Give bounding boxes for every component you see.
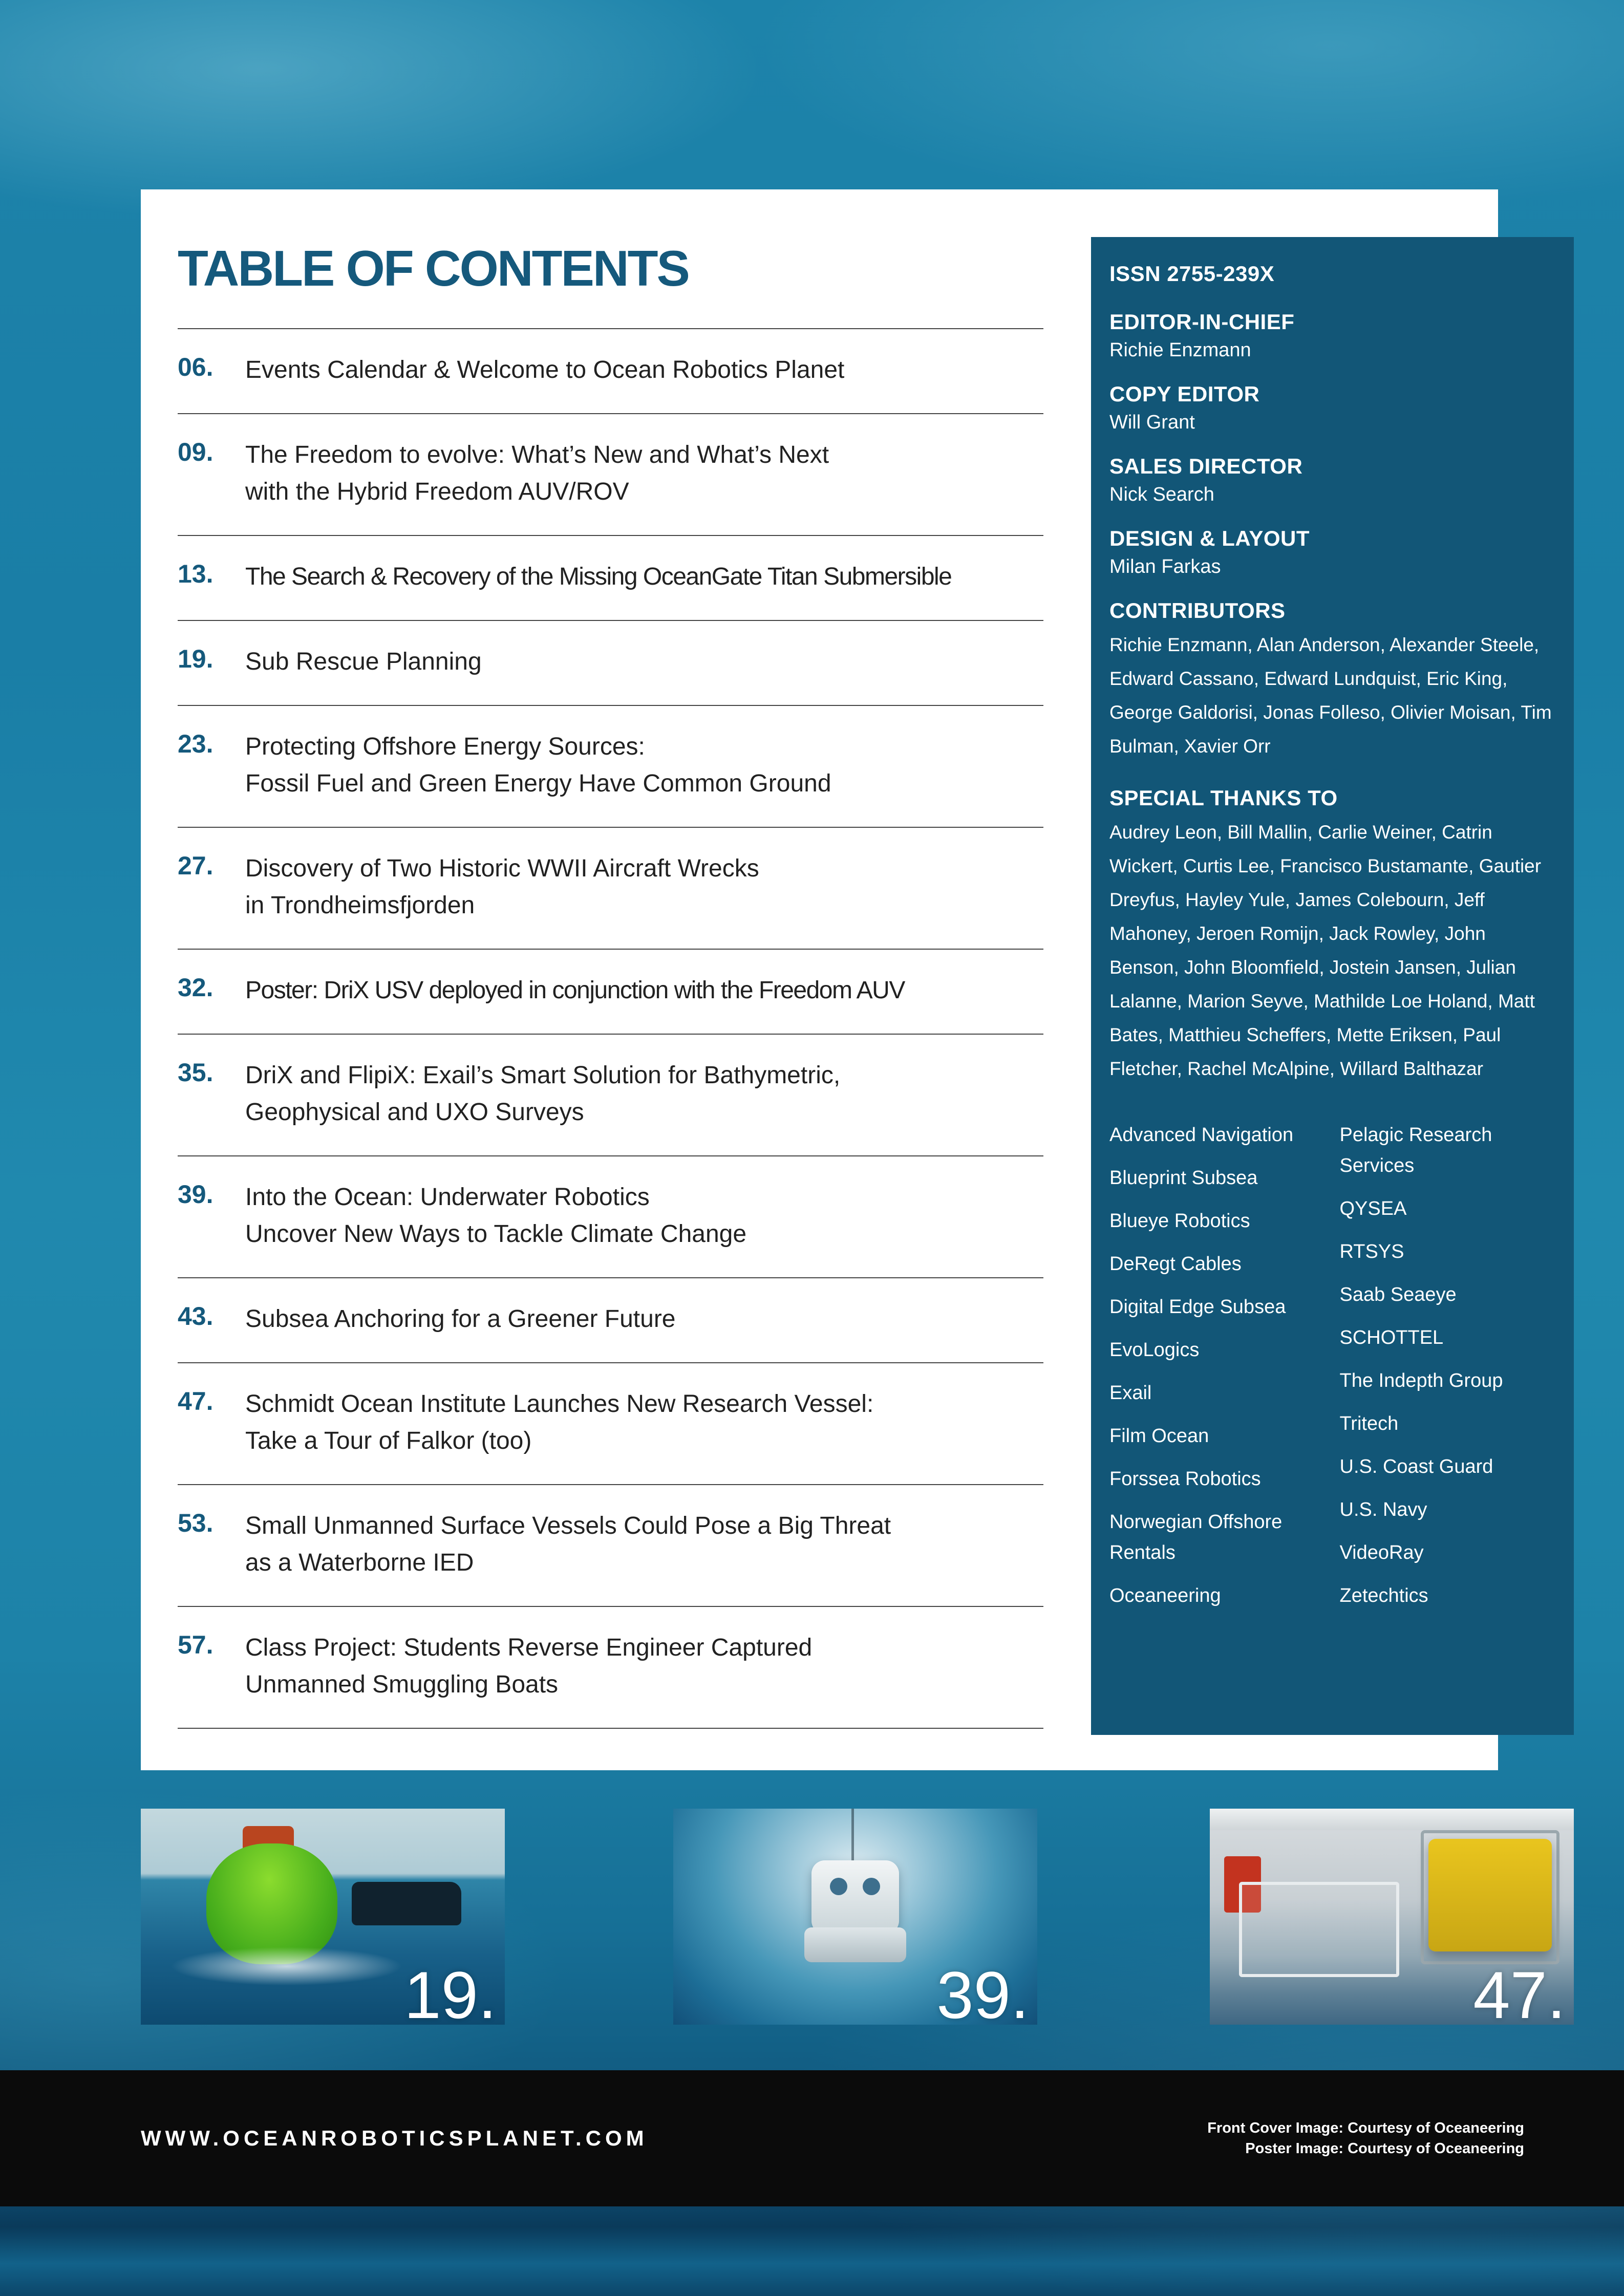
company-name: Forssea Robotics bbox=[1109, 1468, 1261, 1490]
thumbnail-page-number: 39. bbox=[936, 1958, 1029, 2025]
company-name: EvoLogics bbox=[1109, 1339, 1200, 1361]
footer-bar bbox=[0, 2070, 1624, 2206]
masthead-role-label: DESIGN & LAYOUT bbox=[1109, 526, 1310, 550]
website-link[interactable]: WWW.OCEANROBOTICSPLANET.COM bbox=[141, 2126, 648, 2150]
thumbnail-page-19[interactable] bbox=[141, 1809, 505, 2025]
thumbnail-page-number: 19. bbox=[404, 1958, 497, 2025]
company-name: Blueye Robotics bbox=[1109, 1210, 1250, 1232]
toc-entry[interactable] bbox=[178, 1034, 1043, 1155]
rov-body-illustration bbox=[811, 1860, 899, 1934]
workshop-rack-illustration bbox=[1239, 1882, 1399, 1977]
masthead-role bbox=[1109, 310, 1555, 361]
thumbnail-page-47[interactable] bbox=[1210, 1809, 1574, 2025]
toc-entry[interactable] bbox=[178, 949, 1043, 1034]
companies-col1 bbox=[1109, 1120, 1326, 1623]
rov-tether-illustration bbox=[851, 1809, 854, 1865]
company-name: Blueprint Subsea bbox=[1109, 1167, 1258, 1189]
toc-entry-page-number: 23. bbox=[178, 729, 213, 758]
toc-entry[interactable] bbox=[178, 535, 1043, 620]
toc-list bbox=[178, 328, 1043, 1729]
toc-entry[interactable] bbox=[178, 328, 1043, 413]
inflatable-boat-illustration bbox=[352, 1882, 461, 1925]
masthead-role-label: SALES DIRECTOR bbox=[1109, 454, 1303, 478]
toc-entry-title: Protecting Offshore Energy Sources: Fossil Fuel and Green Energy Have Common Ground bbox=[245, 733, 831, 797]
yellow-rov-illustration bbox=[1428, 1839, 1552, 1951]
rov-skid-illustration bbox=[804, 1927, 906, 1962]
company-name: Digital Edge Subsea bbox=[1109, 1296, 1286, 1318]
toc-entry-page-number: 47. bbox=[178, 1387, 213, 1415]
toc-entry-page-number: 13. bbox=[178, 560, 213, 588]
toc-entry-title: The Freedom to evolve: What’s New and What’s Next with the Hybrid Freedom AUV/ROV bbox=[245, 441, 829, 505]
company-name: Exail bbox=[1109, 1382, 1152, 1404]
company-name: Tritech bbox=[1339, 1413, 1399, 1434]
company-name: DeRegt Cables bbox=[1109, 1253, 1242, 1275]
masthead-role-label: COPY EDITOR bbox=[1109, 382, 1260, 406]
toc-entry[interactable] bbox=[178, 1484, 1043, 1606]
contributors-list: Richie Enzmann, Alan Anderson, Alexander Steele, Edward Cassano, Edward Lundquist, Eric King, George Galdorisi, Jonas Folleso, Olivier Moisan, Tim Bulman, Xavier Orr bbox=[1109, 634, 1552, 757]
supporting-companies bbox=[1109, 1120, 1555, 1623]
water-wake-illustration bbox=[170, 1947, 403, 1986]
toc-entry-title: The Search & Recovery of the Missing OceanGate Titan Submersible bbox=[245, 563, 952, 590]
toc-entry-page-number: 43. bbox=[178, 1302, 213, 1331]
company-name: U.S. Navy bbox=[1339, 1499, 1427, 1520]
thumbnail-page-number: 47. bbox=[1473, 1958, 1566, 2025]
toc-entry-title: Subsea Anchoring for a Greener Future bbox=[245, 1305, 676, 1333]
toc-entry[interactable] bbox=[178, 1606, 1043, 1729]
company-name: The Indepth Group bbox=[1339, 1370, 1503, 1391]
toc-entry-title: Into the Ocean: Underwater Robotics Uncover New Ways to Tackle Climate Change bbox=[245, 1184, 747, 1248]
company-name: Zetechtics bbox=[1339, 1585, 1428, 1606]
toc-entry[interactable] bbox=[178, 827, 1043, 949]
front-cover-credit: Front Cover Image: Courtesy of Oceaneering bbox=[1207, 2120, 1524, 2136]
toc-entry-page-number: 39. bbox=[178, 1180, 213, 1209]
masthead-role-name: Richie Enzmann bbox=[1109, 339, 1251, 361]
toc-entry-page-number: 06. bbox=[178, 353, 213, 381]
company-name: Saab Seaeye bbox=[1339, 1284, 1457, 1305]
toc-entry-page-number: 27. bbox=[178, 851, 213, 880]
toc-entry-title: Poster: DriX USV deployed in conjunction with the Freedom AUV bbox=[245, 977, 905, 1004]
toc-entry-title: Schmidt Ocean Institute Launches New Research Vessel: Take a Tour of Falkor (too) bbox=[245, 1390, 874, 1454]
company-name: RTSYS bbox=[1339, 1241, 1404, 1262]
companies-col2 bbox=[1340, 1120, 1556, 1623]
toc-entry[interactable] bbox=[178, 620, 1043, 705]
green-submersible-illustration bbox=[206, 1843, 337, 1964]
page-title: TABLE OF CONTENTS bbox=[178, 240, 689, 296]
toc-entry-title: Small Unmanned Surface Vessels Could Pose a Big Threat as a Waterborne IED bbox=[245, 1512, 891, 1576]
company-name: U.S. Coast Guard bbox=[1339, 1456, 1493, 1477]
poster-credit: Poster Image: Courtesy of Oceaneering bbox=[1245, 2140, 1524, 2157]
toc-entry-page-number: 19. bbox=[178, 645, 213, 673]
company-name: Norwegian Offshore Rentals bbox=[1109, 1511, 1283, 1563]
toc-entry-page-number: 09. bbox=[178, 438, 213, 466]
masthead-role bbox=[1109, 454, 1555, 506]
masthead-role-label: EDITOR-IN-CHIEF bbox=[1109, 310, 1295, 334]
masthead-role-name: Will Grant bbox=[1109, 412, 1195, 433]
toc-entry-title: DriX and FlipiX: Exail’s Smart Solution for Bathymetric, Geophysical and UXO Surveys bbox=[245, 1062, 841, 1126]
special-thanks-heading: SPECIAL THANKS TO bbox=[1109, 786, 1338, 810]
thumbnail-page-39[interactable] bbox=[673, 1809, 1037, 2025]
image-credits bbox=[1207, 2118, 1524, 2159]
masthead-role-name: Milan Farkas bbox=[1109, 556, 1221, 577]
company-name: QYSEA bbox=[1339, 1198, 1407, 1219]
masthead-role-name: Nick Search bbox=[1109, 484, 1214, 505]
toc-entry[interactable] bbox=[178, 1277, 1043, 1362]
special-thanks-list: Audrey Leon, Bill Mallin, Carlie Weiner, Catrin Wickert, Curtis Lee, Francisco Bustamante, Gautier Dreyfus, Hayley Yule, James Colebourn, Jeff Mahoney, Jeroen Romijn, Jack Rowley, John Benson, John Bloomfield, Jostein Jansen, Julian Lalanne, Marion Seyve, Mathilde Loe Holand, Matt Bates, Matthieu Scheffers, Mette Eriksen, Paul Fletcher, Rachel McAlpine, Willard Balthazar bbox=[1109, 822, 1542, 1079]
masthead-role bbox=[1109, 526, 1555, 578]
company-name: Film Ocean bbox=[1109, 1425, 1209, 1447]
company-name: Oceaneering bbox=[1109, 1585, 1221, 1606]
toc-entry[interactable] bbox=[178, 1362, 1043, 1484]
company-name: Advanced Navigation bbox=[1109, 1124, 1294, 1146]
masthead-sidebar bbox=[1091, 237, 1574, 1735]
contributors-heading: CONTRIBUTORS bbox=[1109, 598, 1286, 623]
company-name: SCHOTTEL bbox=[1339, 1327, 1444, 1348]
toc-entry[interactable] bbox=[178, 1155, 1043, 1277]
rov-thruster-illustration bbox=[863, 1878, 880, 1895]
company-name: Pelagic Research Services bbox=[1339, 1124, 1492, 1176]
toc-entry-title: Events Calendar & Welcome to Ocean Robotics Planet bbox=[245, 356, 845, 383]
company-name: VideoRay bbox=[1339, 1542, 1424, 1563]
toc-entry-title: Sub Rescue Planning bbox=[245, 648, 482, 675]
toc-entry[interactable] bbox=[178, 705, 1043, 827]
toc-entry-page-number: 35. bbox=[178, 1058, 213, 1087]
masthead-roles bbox=[1109, 310, 1555, 578]
toc-entry-page-number: 32. bbox=[178, 973, 213, 1002]
toc-entry-title: Class Project: Students Reverse Engineer Captured Unmanned Smuggling Boats bbox=[245, 1634, 813, 1698]
rov-thruster-illustration bbox=[830, 1878, 847, 1895]
toc-entry-page-number: 57. bbox=[178, 1630, 213, 1659]
toc-entry-title: Discovery of Two Historic WWII Aircraft Wrecks in Trondheimsfjorden bbox=[245, 855, 759, 919]
toc-entry-page-number: 53. bbox=[178, 1509, 213, 1537]
issn-number: ISSN 2755-239X bbox=[1109, 262, 1275, 286]
workshop-ceiling-illustration bbox=[1210, 1809, 1574, 1830]
toc-entry[interactable] bbox=[178, 413, 1043, 535]
masthead-role bbox=[1109, 382, 1555, 434]
